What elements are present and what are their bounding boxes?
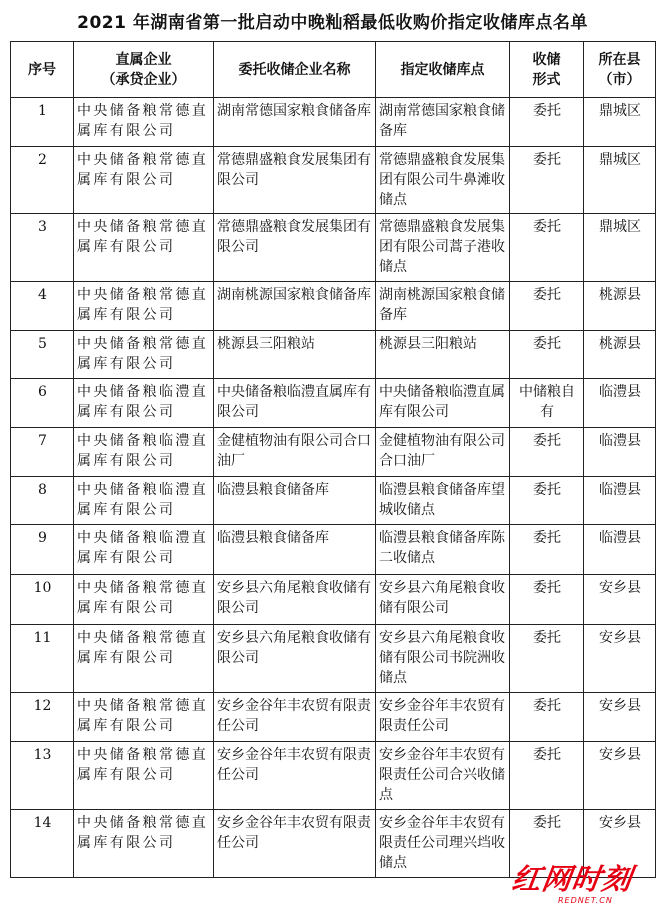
cell-depot: 湖南常德国家粮食储备库: [376, 98, 510, 147]
cell-county: 临澧县: [584, 428, 656, 477]
header-county: [584, 42, 656, 98]
header-enterprise-line1: 直属企业: [115, 51, 172, 68]
cell-no: 11: [11, 625, 74, 693]
logo-subtext: REDNET.CN: [558, 896, 613, 905]
cell-no: 12: [11, 693, 74, 742]
cell-county: 安乡县: [584, 693, 656, 742]
cell-entrusted: 中央储备粮临澧直属库有限公司: [214, 379, 376, 428]
cell-form: 委托: [510, 282, 584, 331]
cell-no: 6: [11, 379, 74, 428]
cell-county: 安乡县: [584, 625, 656, 693]
cell-no: 9: [11, 525, 74, 575]
cell-entrusted: 临澧县粮食储备库: [214, 477, 376, 525]
cell-no: 13: [11, 742, 74, 810]
table-row: [11, 428, 656, 477]
cell-form: 委托: [510, 810, 584, 878]
cell-entrusted: 桃源县三阳粮站: [214, 331, 376, 379]
cell-enterprise: 中央储备粮临澧直属库有限公司: [74, 477, 214, 525]
rednet-logo: [509, 862, 662, 912]
cell-enterprise: 中央储备粮常德直属库有限公司: [74, 742, 214, 810]
table-row: [11, 147, 656, 214]
cell-enterprise: 中央储备粮常德直属库有限公司: [74, 810, 214, 878]
cell-entrusted: 安乡金谷年丰农贸有限责任公司: [214, 693, 376, 742]
table-body: [11, 98, 656, 878]
table-row: [11, 525, 656, 575]
table-row: [11, 282, 656, 331]
cell-form: 委托: [510, 575, 584, 625]
cell-depot: 安乡县六角尾粮食收储有限公司: [376, 575, 510, 625]
cell-entrusted: 金健植物油有限公司合口油厂: [214, 428, 376, 477]
logo-text: 红网时刻: [509, 862, 635, 896]
cell-entrusted: 常德鼎盛粮食发展集团有限公司: [214, 214, 376, 282]
cell-enterprise: 中央储备粮临澧直属库有限公司: [74, 379, 214, 428]
cell-enterprise: 中央储备粮临澧直属库有限公司: [74, 525, 214, 575]
cell-form: 委托: [510, 693, 584, 742]
cell-form: 委托: [510, 214, 584, 282]
cell-entrusted: 安乡县六角尾粮食收储有限公司: [214, 575, 376, 625]
header-entrusted: 委托收储企业名称: [214, 42, 376, 98]
cell-depot: 常德鼎盛粮食发展集团有限公司蒿子港收储点: [376, 214, 510, 282]
cell-depot: 临澧县粮食储备库望城收储点: [376, 477, 510, 525]
cell-entrusted: 临澧县粮食储备库: [214, 525, 376, 575]
header-form: [510, 42, 584, 98]
cell-depot: 安乡金谷年丰农贸有限责任公司合兴收储点: [376, 742, 510, 810]
table-row: [11, 214, 656, 282]
table-row: [11, 98, 656, 147]
cell-county: 安乡县: [584, 742, 656, 810]
cell-no: 1: [11, 98, 74, 147]
cell-depot: 湖南桃源国家粮食储备库: [376, 282, 510, 331]
table-row: [11, 331, 656, 379]
cell-enterprise: 中央储备粮常德直属库有限公司: [74, 575, 214, 625]
cell-entrusted: 安乡金谷年丰农贸有限责任公司: [214, 810, 376, 878]
cell-entrusted: 常德鼎盛粮食发展集团有限公司: [214, 147, 376, 214]
table-row: [11, 575, 656, 625]
cell-depot: 金健植物油有限公司合口油厂: [376, 428, 510, 477]
header-depot: 指定收储库点: [376, 42, 510, 98]
cell-enterprise: 中央储备粮常德直属库有限公司: [74, 331, 214, 379]
cell-county: 鼎城区: [584, 147, 656, 214]
cell-no: 5: [11, 331, 74, 379]
cell-no: 10: [11, 575, 74, 625]
header-form-line1: 收储: [532, 51, 561, 68]
cell-form: 委托: [510, 331, 584, 379]
cell-depot: 桃源县三阳粮站: [376, 331, 510, 379]
cell-county: 临澧县: [584, 477, 656, 525]
cell-entrusted: 安乡金谷年丰农贸有限责任公司: [214, 742, 376, 810]
cell-county: 桃源县: [584, 282, 656, 331]
cell-depot: 安乡金谷年丰农贸有限责任公司: [376, 693, 510, 742]
cell-form: 委托: [510, 477, 584, 525]
cell-county: 安乡县: [584, 810, 656, 878]
cell-depot: 临澧县粮食储备库陈二收储点: [376, 525, 510, 575]
cell-enterprise: 中央储备粮常德直属库有限公司: [74, 625, 214, 693]
table-row: [11, 379, 656, 428]
header-enterprise: [74, 42, 214, 98]
header-row: [11, 42, 656, 98]
header-no: 序号: [11, 42, 74, 98]
cell-depot: 安乡县六角尾粮食收储有限公司书院洲收储点: [376, 625, 510, 693]
cell-no: 8: [11, 477, 74, 525]
cell-no: 2: [11, 147, 74, 214]
cell-enterprise: 中央储备粮常德直属库有限公司: [74, 147, 214, 214]
cell-enterprise: 中央储备粮常德直属库有限公司: [74, 98, 214, 147]
table-row: [11, 477, 656, 525]
cell-form: 委托: [510, 525, 584, 575]
cell-depot: 常德鼎盛粮食发展集团有限公司牛鼻滩收储点: [376, 147, 510, 214]
table-row: [11, 625, 656, 693]
table-row: [11, 693, 656, 742]
cell-form: 委托: [510, 98, 584, 147]
page-title: 2021 年湖南省第一批启动中晚籼稻最低收购价指定收储库点名单: [77, 13, 588, 33]
cell-form: 委托: [510, 625, 584, 693]
cell-enterprise: 中央储备粮临澧直属库有限公司: [74, 428, 214, 477]
cell-form: 中储粮自有: [510, 379, 584, 428]
cell-no: 14: [11, 810, 74, 878]
header-county-line1: 所在县: [598, 51, 641, 68]
cell-no: 3: [11, 214, 74, 282]
cell-entrusted: 湖南常德国家粮食储备库: [214, 98, 376, 147]
cell-county: 临澧县: [584, 379, 656, 428]
header-county-line2: （市）: [598, 71, 641, 88]
cell-county: 鼎城区: [584, 98, 656, 147]
cell-enterprise: 中央储备粮常德直属库有限公司: [74, 693, 214, 742]
depot-list-table: [10, 41, 656, 878]
cell-no: 7: [11, 428, 74, 477]
cell-county: 鼎城区: [584, 214, 656, 282]
cell-form: 委托: [510, 428, 584, 477]
cell-entrusted: 湖南桃源国家粮食储备库: [214, 282, 376, 331]
cell-depot: 安乡金谷年丰农贸有限责任公司理兴垱收储点: [376, 810, 510, 878]
cell-no: 4: [11, 282, 74, 331]
cell-enterprise: 中央储备粮常德直属库有限公司: [74, 282, 214, 331]
cell-depot: 中央储备粮临澧直属库有限公司: [376, 379, 510, 428]
cell-county: 安乡县: [584, 575, 656, 625]
table-row: [11, 742, 656, 810]
cell-entrusted: 安乡县六角尾粮食收储有限公司: [214, 625, 376, 693]
cell-county: 桃源县: [584, 331, 656, 379]
cell-form: 委托: [510, 742, 584, 810]
cell-form: 委托: [510, 147, 584, 214]
header-form-line2: 形式: [532, 71, 561, 88]
cell-enterprise: 中央储备粮常德直属库有限公司: [74, 214, 214, 282]
cell-county: 临澧县: [584, 525, 656, 575]
header-enterprise-line2: （承贷企业）: [101, 71, 186, 88]
